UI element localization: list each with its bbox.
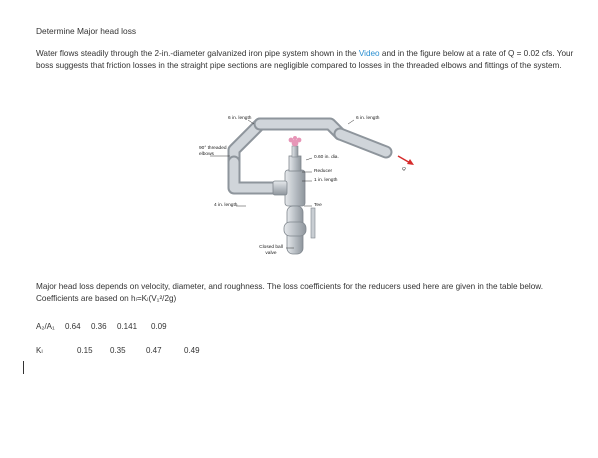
area-ratio-label: A₂/A₁ bbox=[36, 322, 55, 331]
tee-label: Tee bbox=[314, 203, 322, 208]
water-spray bbox=[289, 136, 302, 146]
loss-coefficient-value: 0.35 bbox=[110, 346, 126, 355]
problem-text-end: and in the figure below at a rate of Q = 0.02 cfs. Your boss suggests that friction losses in the straight pipe sections are negligible compared to losses in the threaded elbows and fittings of the system. bbox=[36, 49, 574, 70]
top-length-label: 6 in. length bbox=[228, 116, 252, 121]
tee-fitting bbox=[285, 170, 305, 206]
problem-statement bbox=[36, 48, 576, 71]
loss-coefficient-value: 0.15 bbox=[77, 346, 93, 355]
pipe-system-figure bbox=[190, 110, 430, 270]
reducer-length-label: 1 in. length bbox=[314, 178, 338, 183]
loss-coefficient-label: Kₗ bbox=[36, 346, 43, 355]
pipe-system-drawing bbox=[190, 110, 430, 270]
diameter-label: 0.60 in. dia. bbox=[314, 155, 339, 160]
left-length-label: 4 in. length bbox=[214, 203, 238, 208]
loss-coefficient-value: 0.49 bbox=[184, 346, 200, 355]
right-length-label: 6 in. length bbox=[356, 116, 380, 121]
video-link[interactable]: Video bbox=[358, 49, 380, 58]
reducer-label: Reducer bbox=[314, 169, 333, 174]
valve-handle bbox=[311, 208, 315, 238]
elbows-label: 90° threaded elbows bbox=[199, 146, 227, 157]
loss-note: Major head loss depends on velocity, diameter, and roughness. The loss coefficients for the reducers used here are given in the table below. Coefficients are based on hₗ=Kₗ(V₁²/2g) bbox=[36, 282, 544, 303]
text-cursor[interactable] bbox=[23, 361, 24, 374]
problem-text-start: Water flows steadily through the 2-in.-diameter galvanized iron pipe system shown in the bbox=[36, 49, 359, 58]
flow-q-label: Q bbox=[402, 167, 406, 172]
valve-label: Closed ball valve bbox=[259, 245, 283, 256]
area-ratio-value: 0.64 bbox=[65, 322, 81, 331]
area-ratio-value: 0.141 bbox=[117, 322, 138, 331]
loss-coefficient-value: 0.47 bbox=[146, 346, 162, 355]
area-ratio-value: 0.36 bbox=[91, 322, 107, 331]
area-ratio-value: 0.09 bbox=[151, 322, 167, 331]
reducer-fitting bbox=[289, 156, 301, 171]
problem-title: Determine Major head loss bbox=[36, 26, 137, 36]
